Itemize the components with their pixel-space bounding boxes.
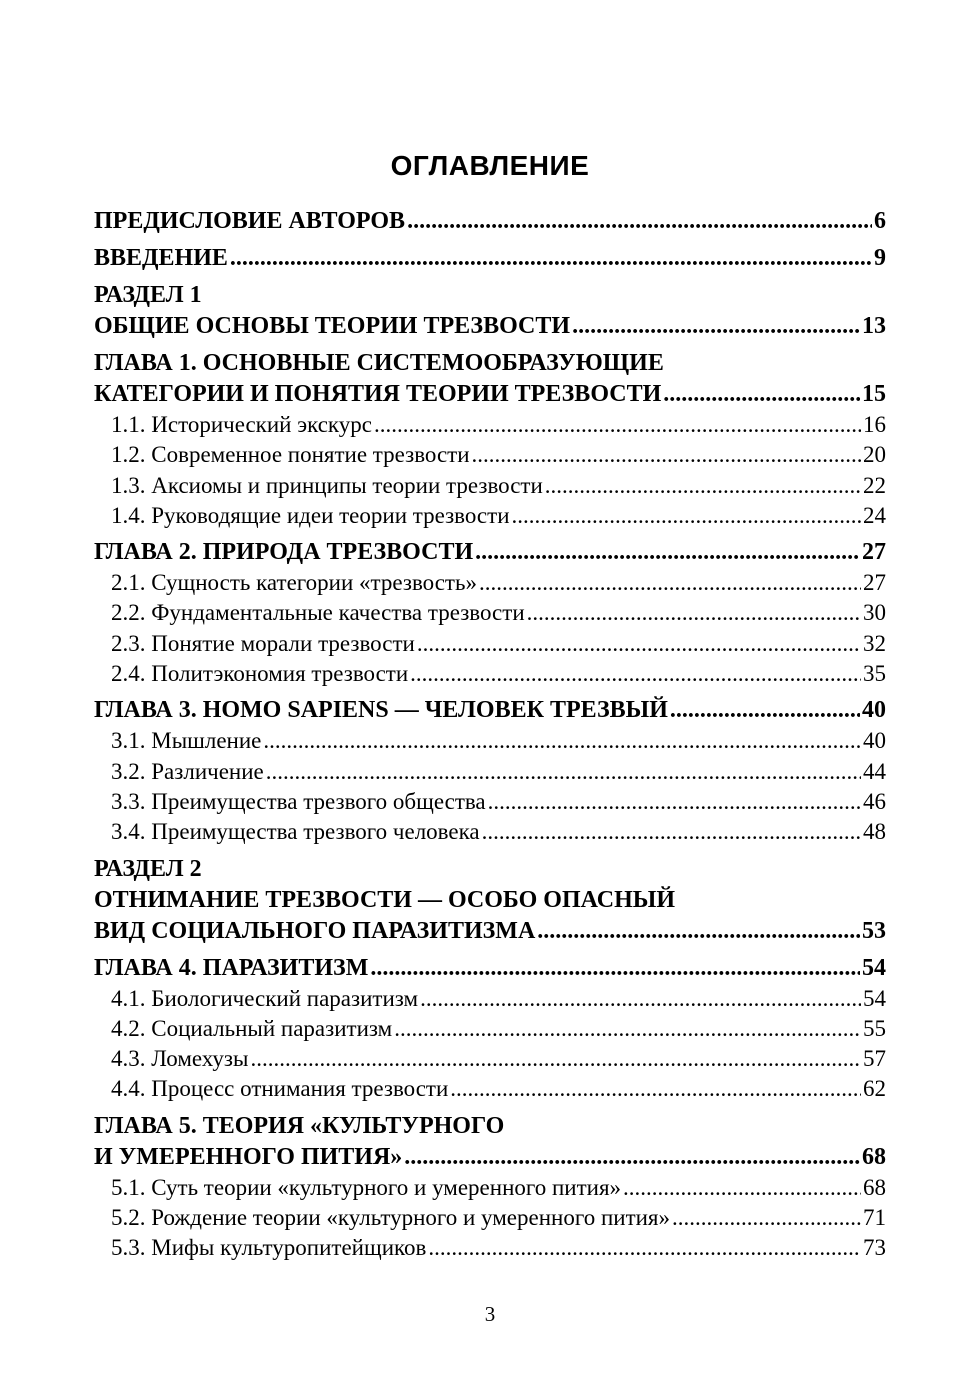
toc-page-number: 6 [874, 208, 886, 234]
toc-subsection-title: 4.1. Биологический паразитизм [111, 985, 419, 1011]
toc-page-number: 53 [862, 917, 886, 944]
toc-subsection-title: 3.2. Различение [111, 758, 264, 784]
toc-subsection[interactable] [94, 984, 886, 1014]
toc-page-number: 22 [863, 472, 886, 498]
toc-subsection-title: 4.4. Процесс отнимания трезвости [111, 1076, 449, 1102]
dot-leader [404, 1142, 860, 1173]
toc-subsection-title: 5.2. Рождение теории «культурного и умеренного пития» [111, 1205, 671, 1231]
toc-heading-line: РАЗДЕЛ 2 [94, 855, 202, 882]
table-of-contents [94, 206, 886, 1264]
toc-subsection[interactable] [94, 629, 886, 659]
toc-line[interactable] [94, 206, 886, 237]
dot-leader [410, 659, 861, 689]
toc-entry [94, 206, 886, 237]
toc-subsection[interactable] [94, 817, 886, 847]
toc-entry [94, 342, 886, 410]
toc-subsection-title: 1.2. Современное понятие трезвости [111, 442, 470, 468]
toc-subsection[interactable] [94, 659, 886, 689]
toc-subsection[interactable] [94, 410, 886, 440]
toc-entry [94, 689, 886, 726]
dot-leader [417, 629, 861, 659]
dot-leader [450, 1074, 861, 1104]
toc-subsection[interactable] [94, 1203, 886, 1233]
dot-leader [472, 440, 861, 470]
dot-leader [488, 787, 861, 817]
toc-subsection-title: 2.4. Политэкономия трезвости [111, 661, 409, 687]
toc-page-number: 55 [863, 1015, 886, 1041]
toc-subsection-title: 2.1. Сущность категории «трезвость» [111, 570, 477, 596]
toc-heading-line: ГЛАВА 1. ОСНОВНЫЕ СИСТЕМООБРАЗУЮЩИЕ [94, 350, 664, 376]
toc-entry [94, 947, 886, 984]
toc-page-number: 68 [863, 1174, 886, 1200]
toc-entry [94, 274, 886, 342]
toc-line-title: ПРЕДИСЛОВИЕ АВТОРОВ [94, 208, 406, 234]
dot-leader [479, 568, 861, 598]
toc-subsection[interactable] [94, 598, 886, 628]
toc-subsection[interactable] [94, 1014, 886, 1044]
toc-entry [94, 531, 886, 568]
toc-subsection[interactable] [94, 1173, 886, 1203]
toc-subsection[interactable] [94, 1044, 886, 1074]
toc-line-title: КАТЕГОРИИ И ПОНЯТИЯ ТЕОРИИ ТРЕЗВОСТИ [94, 381, 662, 407]
dot-leader [394, 1014, 861, 1044]
toc-line-title: И УМЕРЕННОГО ПИТИЯ» [94, 1143, 403, 1170]
toc-line-title: ГЛАВА 4. ПАРАЗИТИЗМ [94, 954, 369, 981]
toc-subsection-title: 5.1. Суть теории «культурного и умеренного пития» [111, 1174, 622, 1200]
toc-subsection[interactable] [94, 471, 886, 501]
toc-line[interactable] [94, 243, 886, 274]
toc-subsection[interactable] [94, 726, 886, 756]
toc-line-title: ГЛАВА 3. HOMO SAPIENS — ЧЕЛОВЕК ТРЕЗВЫЙ [94, 697, 668, 724]
toc-page-number: 9 [874, 245, 886, 271]
dot-leader [428, 1233, 861, 1263]
toc-page-number: 40 [863, 728, 886, 754]
toc-page-number: 35 [863, 661, 886, 687]
toc-subsection[interactable] [94, 1233, 886, 1263]
toc-line[interactable] [94, 916, 886, 947]
dot-leader [250, 1044, 861, 1074]
toc-subsection-title: 2.2. Фундаментальные качества трезвости [111, 600, 525, 626]
toc-line-title: ВИД СОЦИАЛЬНОГО ПАРАЗИТИЗМА [94, 917, 536, 944]
toc-subsection[interactable] [94, 787, 886, 817]
dot-leader [370, 953, 860, 984]
toc-line[interactable] [94, 953, 886, 984]
toc-line[interactable] [94, 379, 886, 410]
toc-page-number: 48 [863, 819, 886, 845]
toc-page-number: 57 [863, 1046, 886, 1072]
toc-subsection[interactable] [94, 1074, 886, 1104]
dot-leader [512, 501, 861, 531]
toc-line[interactable] [94, 537, 886, 568]
toc-subsection-title: 4.2. Социальный паразитизм [111, 1015, 393, 1041]
dot-leader [527, 598, 861, 628]
toc-line-title: ВВЕДЕНИЕ [94, 245, 228, 271]
toc-line[interactable] [94, 311, 886, 342]
toc-page-number: 71 [863, 1205, 886, 1231]
dot-leader [672, 1203, 861, 1233]
toc-page-number: 27 [862, 539, 886, 566]
toc-page-number: 13 [862, 313, 886, 339]
dot-leader [663, 379, 860, 410]
toc-page-number: 46 [863, 788, 886, 814]
toc-page-number: 15 [862, 381, 886, 407]
toc-line-title: ОБЩИЕ ОСНОВЫ ТЕОРИИ ТРЕЗВОСТИ [94, 313, 571, 339]
toc-page-number: 68 [862, 1143, 886, 1170]
page-title: ОГЛАВЛЕНИЕ [390, 150, 590, 181]
toc-subsection-title: 2.3. Понятие морали трезвости [111, 630, 415, 656]
toc-page-number: 20 [863, 442, 886, 468]
toc-heading-line: ОТНИМАНИЕ ТРЕЗВОСТИ — ОСОБО ОПАСНЫЙ [94, 886, 675, 913]
toc-subsection-title: 1.4. Руководящие идеи теории трезвости [111, 502, 510, 528]
dot-leader [572, 311, 860, 342]
toc-subsection-title: 4.3. Ломехузы [111, 1046, 249, 1072]
toc-page-number: 40 [862, 697, 886, 724]
toc-page-number: 24 [863, 502, 886, 528]
dot-leader [475, 537, 860, 568]
toc-page-number: 62 [863, 1076, 886, 1102]
toc-subsection-title: 1.3. Аксиомы и принципы теории трезвости [111, 472, 543, 498]
toc-page-number: 54 [863, 985, 886, 1011]
toc-line[interactable] [94, 1142, 886, 1173]
toc-heading-line: РАЗДЕЛ 1 [94, 282, 202, 308]
page-number: 3 [484, 1302, 496, 1326]
toc-entry [94, 848, 886, 947]
toc-entry [94, 1105, 886, 1173]
dot-leader [266, 757, 861, 787]
dot-leader [407, 206, 872, 237]
dot-leader [420, 984, 861, 1014]
dot-leader [537, 916, 860, 947]
toc-line[interactable] [94, 695, 886, 726]
toc-subsection-title: 3.1. Мышление [111, 728, 262, 754]
toc-line-title: ГЛАВА 2. ПРИРОДА ТРЕЗВОСТИ [94, 539, 474, 566]
toc-subsection-title: 3.4. Преимущества трезвого человека [111, 819, 480, 845]
toc-page-number: 27 [863, 570, 886, 596]
dot-leader [670, 695, 860, 726]
toc-subsection-title: 3.3. Преимущества трезвого общества [111, 788, 486, 814]
toc-subsection-title: 1.1. Исторический экскурс [111, 412, 372, 437]
toc-subsection[interactable] [94, 757, 886, 787]
toc-page-number: 30 [863, 600, 886, 626]
toc-page-number: 73 [863, 1235, 886, 1261]
dot-leader [545, 471, 861, 501]
dot-leader [374, 410, 861, 440]
toc-subsection-title: 5.3. Мифы культуропитейщиков [111, 1235, 427, 1261]
dot-leader [263, 726, 861, 756]
dot-leader [623, 1173, 861, 1203]
toc-subsection[interactable] [94, 501, 886, 531]
toc-subsection[interactable] [94, 568, 886, 598]
toc-page-number: 54 [862, 954, 886, 981]
dot-leader [230, 243, 872, 274]
toc-page-number: 44 [863, 758, 886, 784]
toc-entry [94, 237, 886, 274]
toc-page-number: 32 [863, 630, 886, 656]
toc-heading-line: ГЛАВА 5. ТЕОРИЯ «КУЛЬТУРНОГО [94, 1112, 505, 1139]
dot-leader [482, 817, 861, 847]
toc-page-number: 16 [863, 412, 886, 437]
toc-subsection[interactable] [94, 440, 886, 470]
